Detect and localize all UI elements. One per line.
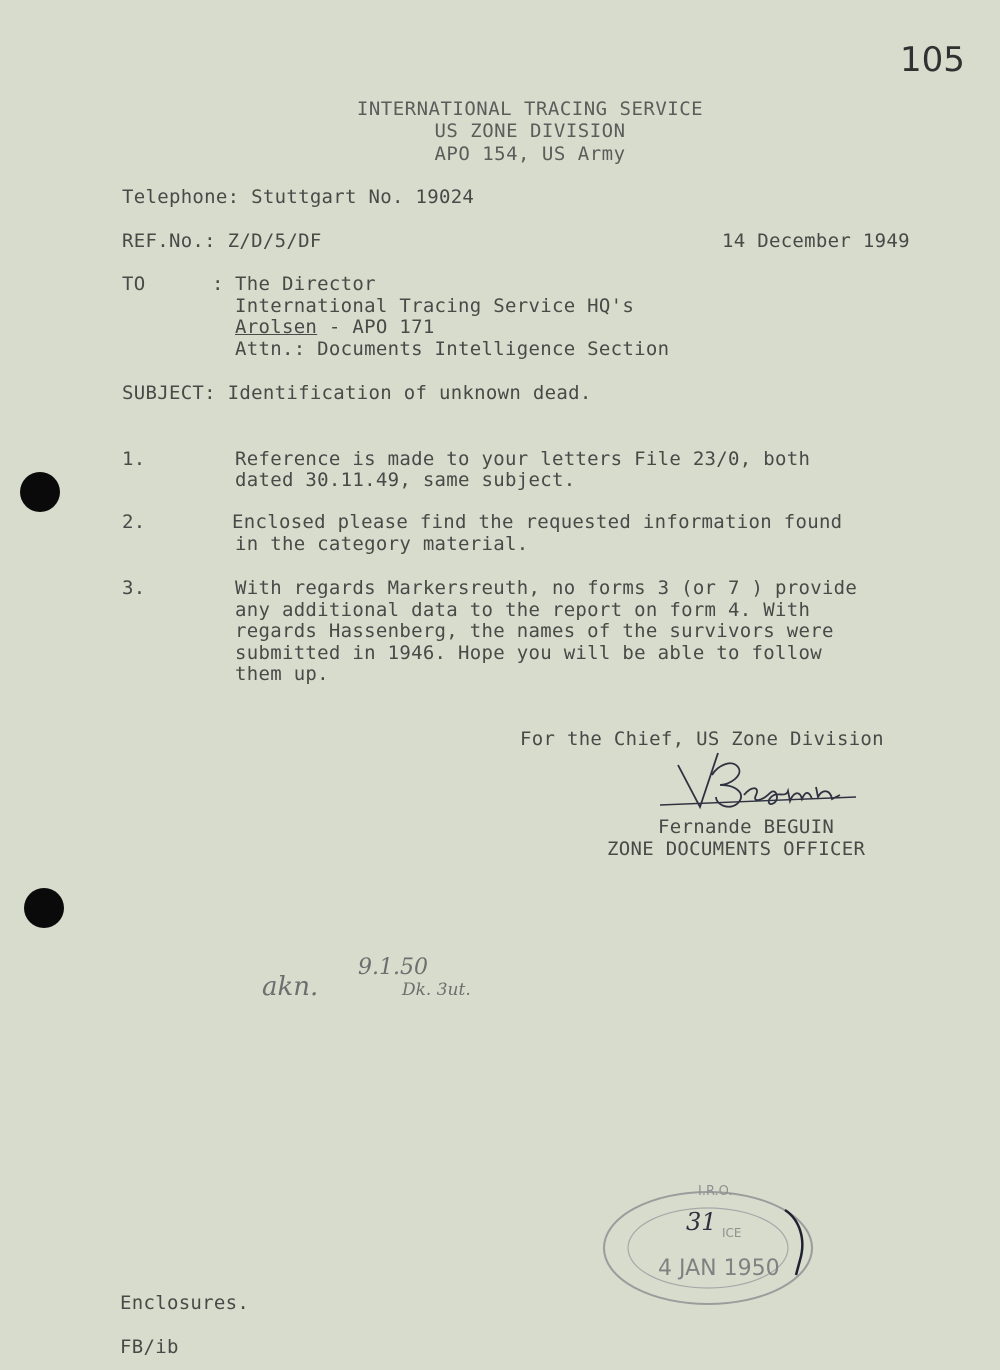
recipient-line-4: Attn.: Documents Intelligence Section bbox=[235, 338, 670, 360]
enclosures-line: Enclosures. bbox=[120, 1292, 250, 1314]
paragraph-3-number: 3. bbox=[122, 577, 146, 599]
telephone-line: Telephone: Stuttgart No. 19024 bbox=[122, 186, 475, 208]
page-number: 105 bbox=[900, 40, 965, 80]
recipient-apo: - APO 171 bbox=[317, 316, 435, 338]
recipient-line-3 bbox=[235, 316, 435, 338]
received-stamp bbox=[600, 1180, 830, 1310]
reference-number: REF.No.: Z/D/5/DF bbox=[122, 230, 322, 252]
header-division: US ZONE DIVISION bbox=[434, 120, 626, 142]
paragraph-1-line-2: dated 30.11.49, same subject. bbox=[235, 469, 576, 491]
typist-initials: FB/ib bbox=[120, 1336, 179, 1358]
header-organization: INTERNATIONAL TRACING SERVICE bbox=[356, 98, 704, 120]
paragraph-3-line-4: submitted in 1946. Hope you will be able to follow bbox=[235, 642, 822, 664]
punch-hole-top bbox=[20, 472, 60, 512]
subject-line: SUBJECT: Identification of unknown dead. bbox=[122, 382, 592, 404]
closing-line: For the Chief, US Zone Division bbox=[520, 728, 884, 750]
to-colon: : bbox=[212, 273, 224, 295]
recipient-line-2: International Tracing Service HQ's bbox=[235, 295, 635, 317]
stamp-number: 31 bbox=[686, 1208, 717, 1236]
signatory-name: Fernande BEGUIN bbox=[658, 816, 835, 838]
paragraph-1-number: 1. bbox=[122, 448, 146, 470]
paragraph-3-line-2: any additional data to the report on form 4. With bbox=[235, 599, 811, 621]
paragraph-2-line-1: Enclosed please find the requested information found bbox=[232, 511, 843, 533]
to-label: TO bbox=[122, 273, 146, 295]
handwritten-note-date: 9.1.50 bbox=[358, 955, 428, 980]
paragraph-2-number: 2. bbox=[122, 511, 146, 533]
signatory-title: ZONE DOCUMENTS OFFICER bbox=[607, 838, 866, 860]
stamp-office: ICE bbox=[722, 1226, 742, 1240]
stamp-date: 4 JAN 1950 bbox=[658, 1256, 780, 1281]
paragraph-3-line-1: With regards Markersreuth, no forms 3 (or 7 ) provide bbox=[235, 577, 858, 599]
recipient-place: Arolsen bbox=[235, 316, 318, 338]
punch-hole-bottom bbox=[24, 888, 64, 928]
header-address: APO 154, US Army bbox=[434, 143, 626, 165]
paragraph-2-line-2: in the category material. bbox=[235, 533, 529, 555]
paragraph-3-line-5: them up. bbox=[235, 663, 329, 685]
stamp-iro: I.R.O. bbox=[698, 1184, 733, 1199]
letter-date: 14 December 1949 bbox=[722, 230, 910, 252]
recipient-line-1: The Director bbox=[235, 273, 376, 295]
paragraph-1-line-1: Reference is made to your letters File 23/0, both bbox=[235, 448, 811, 470]
handwritten-note-initials: Dk. 3ut. bbox=[402, 980, 471, 1000]
handwritten-note-akn: akn. bbox=[262, 972, 319, 1002]
paragraph-3-line-3: regards Hassenberg, the names of the survivors were bbox=[235, 620, 834, 642]
handwritten-signature bbox=[660, 745, 870, 825]
